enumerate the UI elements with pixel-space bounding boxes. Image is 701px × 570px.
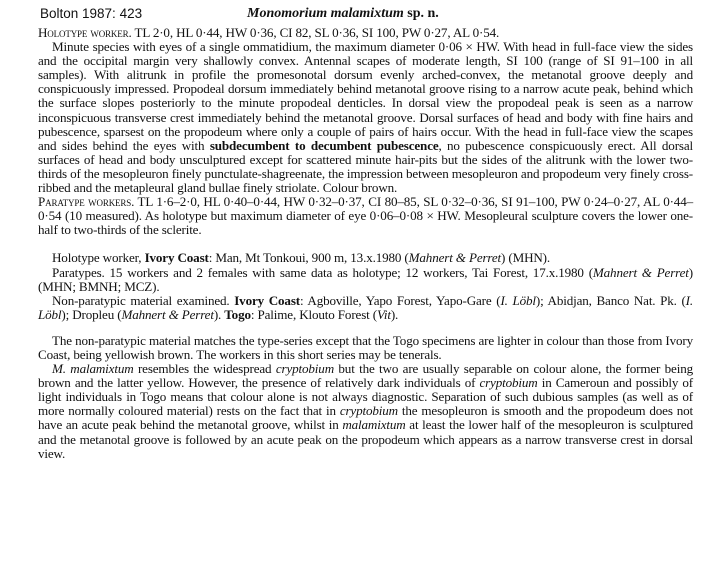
discussion-comparison: M. malamixtum resembles the widespread cryptobium but the two are usually separable on colour alone, the former being brown and the latter yellow. However, the presence of relatively dark individuals of cryptobium in Cameroun and possibly of light individuals in Togo means that colour alone is not always diagnostic. Separation of such dubious samples (as well as of more normally coloured material) rests on the fact that in cryptobium the mesopleuron is smooth and the propodeum does not have an acute peak behind the metanotal groove, whilst in malamixtum at least the lower half of the mesopleuron is sculptured and the metanotal groove is followed by an acute peak on the propodeum which appears as a narrow transverse crest in dorsal view. [38,361,694,461]
holotype-material: Holotype worker, Ivory Coast: Man, Mt Tonkoui, 900 m, 13.x.1980 (Mahnert & Perret) (MHN). [52,250,551,266]
holotype-label: Holotype worker. [38,25,132,40]
citation-reference: Bolton 1987: 423 [40,6,143,21]
species-name: Monomorium malamixtum [247,6,404,21]
species-status: sp. n. [403,6,439,21]
non-paratypic-material: Non-paratypic material examined. Ivory Coast: Agboville, Yapo Forest, Yapo-Gare (I. Löbl); Abidjan, Banco Nat. Pk. (I. Löbl); Dropleu (Mahnert & Perret). Togo: Palime, Klouto Forest (Vit). [38,292,693,322]
header [38,5,693,26]
paratype-label: Paratype workers. [38,194,135,210]
paratypes-material: Paratypes. 15 workers and 2 females with same data as holotype; 12 workers, Tai Forest, 17.x.1980 (Mahnert & Perret) (MHN; BMNH; MCZ). [38,264,693,294]
species-title [247,6,439,22]
pubescence-emphasis: subdecumbent to decumbent pubescence [209,137,439,153]
holotype-measurements: Holotype worker. TL 2·0, HL 0·44, HW 0·36, CI 82, SL 0·36, SI 100, PW 0·27, AL 0·54. [38,25,500,40]
holotype-description: Minute species with eyes of a single ommatidium, the maximum diameter 0·06 × HW. With head in full-face view the sides and the occipital margin very shallowly convex. Antennal scapes of moderate length, SI 100 (range of SI 91–100 in all samples). With alitrunk in profile the promesonotal dorsum evenly arched-convex, the metanotal groove deeply and conspicuously impressed. Propodeal dorsum immediately behind metanotal groove rising to a narrow acute peak, behind which the surface slopes posteriorly to the minute propodeal denticles. In dorsal view the propodeal peak is seen as a narrow inconspicuous transverse crest immediately behind the metanotal groove. Dorsal surfaces of head and body with fine hairs and pubescence, sparsest on the propodeum where only a couple of pairs of hairs occur. With the head in full-face view the scapes and sides behind the eyes with subdecumbent to decumbent pubescence, no pubescence conspicuously erect. All dorsal surfaces of head and body unsculptured except for scattered minute hair-pits but the sides of the alitrunk with the lower two-thirds of the mesopleuron finely punctulate-shagreenate, the impression between mesopleuron and propodeum very finely cross-ribbed and the metapleural gland bullae finely striolate. Colour brown. [38,39,694,196]
discussion-colour: The non-paratypic material matches the type-series except that the Togo specimens are lighter in colour than those from Ivory Coast, being yellowish brown. The workers in this short series may be tenerals. [38,332,693,362]
paratype-description: Paratype workers. TL 1·6–2·0, HL 0·40–0·44, HW 0·32–0·37, CI 80–85, SL 0·32–0·36, SI 91–100, PW 0·24–0·27, AL 0·44–0·54 (10 measured). As holotype but maximum diameter of eye 0·06–0·08 × HW. Mesopleural sculpture covers the lower one-half to two-thirds of the sclerite. [38,194,693,238]
